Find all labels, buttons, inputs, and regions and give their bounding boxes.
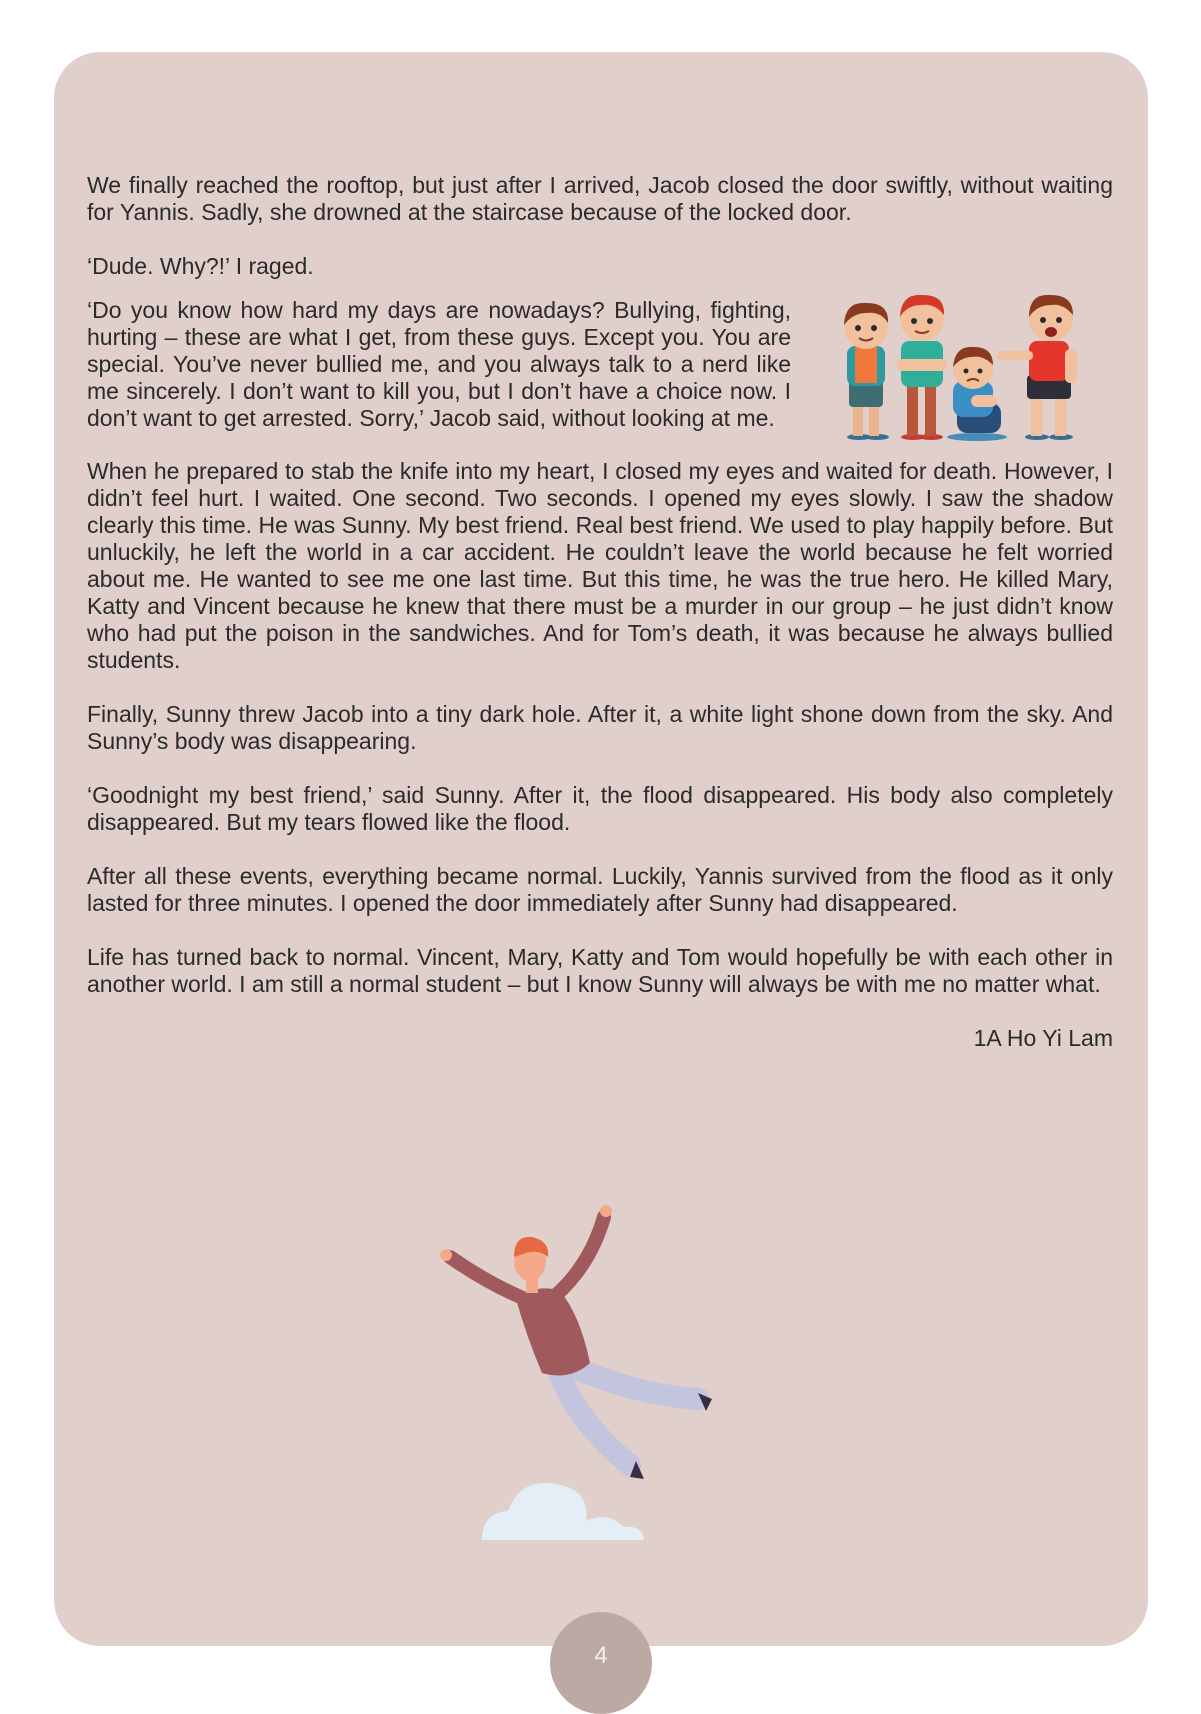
kid-left-figure [844,303,889,440]
kid-angry-pointing-figure [997,295,1077,440]
story-paragraph: ‘Do you know how hard my days are nowadays? Bullying, fighting, hurting – these are what I get, from these guys. Except you. You are special. You’ve never bullied me, and you always talk to a nerd like me sincerely. I don’t want to kill you, but I don’t have a choice now. I don’t want to get arrested. Sorry,’ Jacob said, without looking at me. [87,297,791,431]
kid-arms-crossed-figure [897,295,947,440]
page-number: 4 [594,1642,608,1669]
floating-person-illustration [430,1195,790,1555]
story-paragraph: When he prepared to stab the knife into my heart, I closed my eyes and waited for death. However, I didn’t feel hurt. I waited. One second. Two seconds. I opened my eyes slowly. I saw the shadow clearly this time. He was Sunny. My best friend. Real best friend. We used to play happily before. But unluckily, he left the world in a car accident. He couldn’t leave the world because he felt worried about me. He wanted to see me one last time. But this time, he was the true hero. He killed Mary, Katty and Vincent because he knew that there must be a murder in our group – he just didn’t know who had put the poison in the sandwiches. And for Tom’s death, it was because he always bullied students. [87,458,1113,673]
paragraph-with-illustration [87,297,1113,441]
story-paragraph: We finally reached the rooftop, but just after I arrived, Jacob closed the door swiftly, without waiting for Yannis. Sadly, she drowned at the staircase because of the locked door. [87,172,1113,225]
story-paragraph: After all these events, everything became normal. Luckily, Yannis survived from the flood as it only lasted for three minutes. I opened the door immediately after Sunny had disappeared. [87,863,1113,916]
cloud-icon [482,1483,644,1540]
jumping-person-figure [440,1205,712,1479]
story-body [87,172,1113,1079]
kid-sitting-sad-figure [947,347,1007,441]
story-paragraph: Finally, Sunny threw Jacob into a tiny dark hole. After it, a white light shone down from the sky. And Sunny’s body was disappearing. [87,701,1113,754]
bullying-kids-illustration [831,291,1113,441]
page-number-badge [550,1612,652,1714]
story-paragraph: ‘Goodnight my best friend,’ said Sunny. After it, the flood disappeared. His body also completely disappeared. But my tears flowed like the flood. [87,782,1113,835]
author-signature: 1A Ho Yi Lam [973,1025,1113,1051]
story-paragraph: ‘Dude. Why?!’ I raged. [87,253,314,279]
story-paragraph: Life has turned back to normal. Vincent, Mary, Katty and Tom would hopefully be with each other in another world. I am still a normal student – but I know Sunny will always be with me no matter what. [87,944,1113,997]
